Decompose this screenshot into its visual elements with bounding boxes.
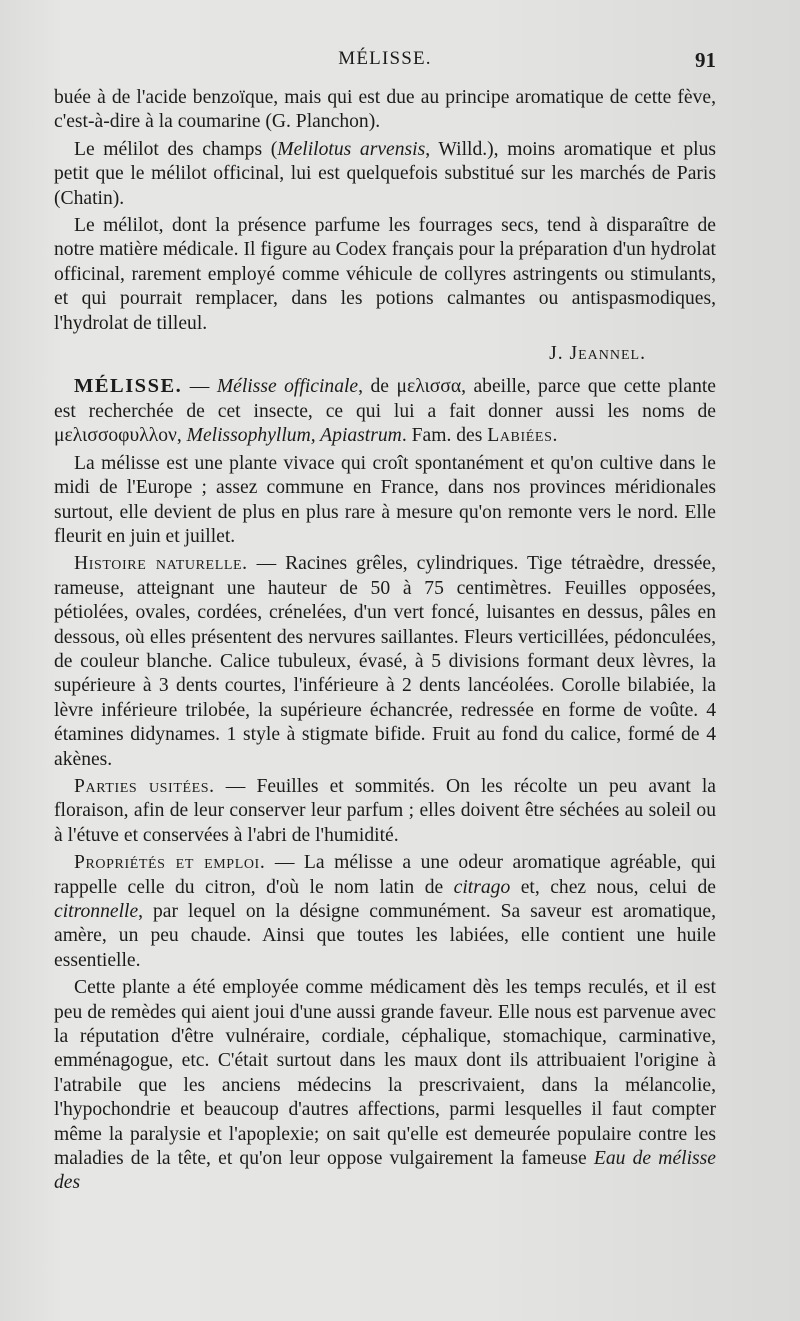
latin-name: Melilotus arvensis <box>277 138 426 160</box>
body-text <box>54 86 716 1196</box>
section-histoire-naturelle <box>54 552 716 772</box>
section-text: , par lequel on la désigne communément. Sa saveur est aromatique, amère, un peu chaude. Ainsi que toutes les labiées, elle contient une huile essentielle. <box>54 901 716 971</box>
remedy-name: Eau de mélisse des <box>54 1148 716 1194</box>
section-label: Parties usitées. <box>74 775 215 797</box>
section-parties-usitees <box>54 775 716 848</box>
author-signature: J. Jeannel. <box>549 343 646 365</box>
paragraph-history-use <box>54 976 716 1196</box>
text-span: . Fam. des <box>401 425 488 447</box>
section-text: et, chez nous, celui de <box>510 876 716 898</box>
paragraph-melilot-champs <box>54 138 716 211</box>
paragraph-melilot-codex: Le mélilot, dont la présence parfume les fourrages secs, tend à disparaître de notre matière médicale. Il figure au Codex français pour la préparation d'un hydrolat officinal, rarement employé comme véhicule de collyres astringents ou stimulants, et qui pourrait remplacer, dans les potions calmantes ou antispasmodiques, l'hydrolat de tilleul. <box>54 215 716 334</box>
family-name: Labiées <box>487 425 553 447</box>
section-text: — La mélisse a une odeur aromatique agréable, qui rappelle celle du citron, d'où le nom latin de <box>54 852 716 898</box>
page-header <box>54 48 716 78</box>
common-term: citronnelle <box>54 901 139 922</box>
section-text: — Feuilles et sommités. On les récolte un peu avant la floraison, afin de leur conserver leur parfum ; elles doivent être séchées au soleil ou à l'étuve et conservées à l'abri de l'humidité. <box>54 775 717 846</box>
section-text: — Racines grêles, cylindriques. Tige tétraèdre, dressée, rameuse, atteignant une hauteur de 50 à 75 centimètres. Feuilles opposées, pétiolées, ovales, cordées, crénelées, d'un vert foncé, luisantes en dessus, pâles en dessous, où elles présentent des nervures saillantes. Fleurs verticillées, pédonculées, de couleur blanche. Calice tubuleux, évasé, à 5 divisions formant deux lèvres, la supérieure à 3 dents courtes, l'inférieure à 2 dents lancéolées. Corolle bilabiée, la lèvre inférieure trilobée, la supérieure échancrée, redressée en forme de voûte. 4 étamines didynames. 1 style à stigmate bifide. Fruit au fond du calice, formé de 4 akènes. <box>54 553 716 770</box>
running-title: MÉLISSE. <box>338 48 432 69</box>
paragraph-habitat: La mélisse est une plante vivace qui croît spontanément et qu'on cultive dans le midi de l'Europe ; assez commune en France, dans nos provinces méridionales surtout, elle devient de plus en plus rare à mesure qu'on remonte vers le nord. Elle fleurit en juin et juillet. <box>54 452 716 547</box>
text-span: . <box>552 425 558 447</box>
page-number: 91 <box>695 48 716 72</box>
section-label: Propriétés et emploi. <box>74 852 266 874</box>
text-span: Cette plante a été employée comme médicament dès les temps reculés, et il est peu de remèdes qui aient joui d'une aussi grande faveur. Elle nous est parvenue avec la réputation d'être vulnéraire, cordiale, céphalique, stomachique, carminative, emménagogue, etc. C'était surtout dans les maux dont ils attribuaient l'origine à l'atrabile que les anciens médecins la prescrivaient, dans la mélancolie, l'hypochondrie et beaucoup d'autres affections, parmi lesquelles il faut compter même la paralysie et l'apoplexie; on sait qu'elle est demeurée populaire contre les maladies de la tête, et qu'on leur oppose vulgairement la fameuse <box>54 977 716 1170</box>
entry-melisse <box>54 374 716 448</box>
text-span: Le mélilot des champs ( <box>74 138 278 160</box>
text-span: , Willd.), moins aromatique et plus petit que le mélilot officinal, lui est quelquefois substitué sur les marchés de Paris (Chatin). <box>54 138 717 209</box>
paragraph-coumarine: buée à de l'acide benzoïque, mais qui est due au principe aromatique de cette fève, c'est-à-dire à la coumarine (G. Planchon). <box>54 87 716 133</box>
entry-headword: MÉLISSE. <box>74 375 183 398</box>
synonyms: Melissophyllum, Apiastrum <box>186 425 402 447</box>
section-proprietes <box>54 851 716 973</box>
text-span: , de μελισσα, abeille, parce que cette plante est recherchée de cet insecte, ce qui lui a fait donner aussi les noms de μελισσοφυλλον, <box>54 376 717 447</box>
section-label: Histoire naturelle. <box>74 553 248 575</box>
latin-term: citrago <box>453 876 511 898</box>
text-span: — <box>182 376 217 398</box>
common-name: Mélisse officinale <box>216 376 359 398</box>
